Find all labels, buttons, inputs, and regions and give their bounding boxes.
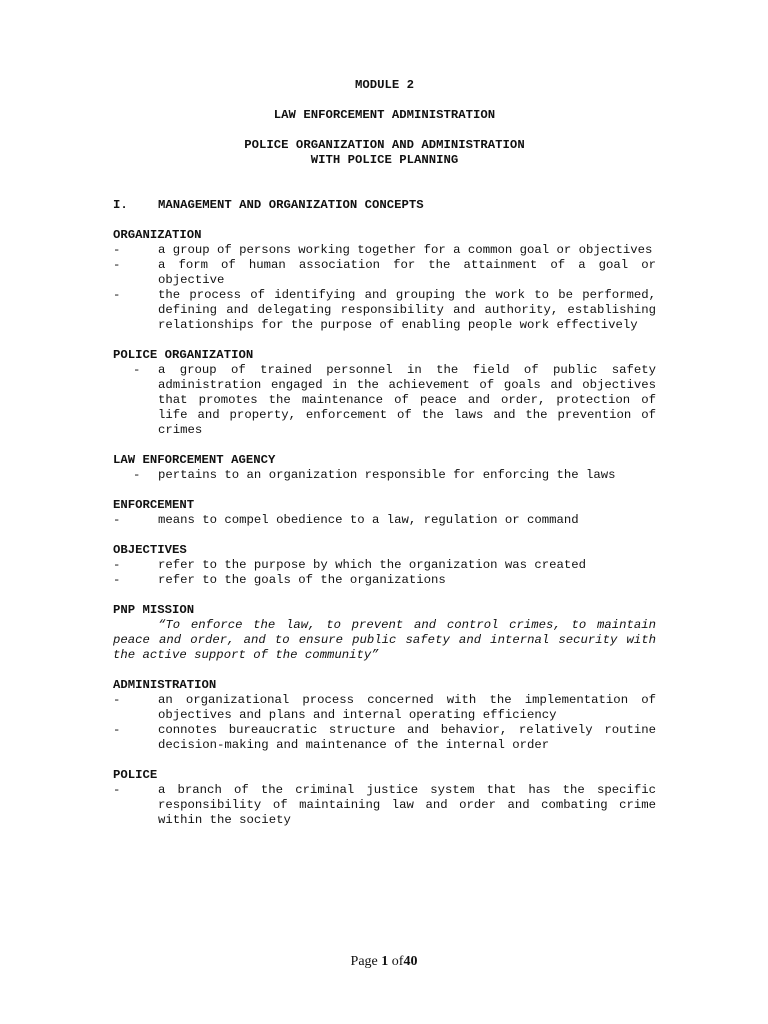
term-block-police-organization — [113, 348, 656, 438]
list-item-text: a group of trained personnel in the field of public safety administration engaged in the achievement of goals and objectives that promotes the maintenance of peace and order, protection of life and property, enforcement of the laws and the prevention of crimes — [158, 363, 656, 437]
page-footer — [0, 954, 768, 970]
list-item: - connotes bureaucratic structure and behavior, relatively routine decision-making and maintenance of the internal order — [113, 723, 656, 752]
term-block-organization — [113, 228, 656, 333]
list-item: - pertains to an organization responsible for enforcing the laws — [113, 468, 656, 483]
section-title: MANAGEMENT AND ORGANIZATION CONCEPTS — [158, 198, 424, 212]
list-item: - an organizational process concerned with the implementation of objectives and plans and internal operating efficiency — [113, 693, 656, 722]
list-item: - a branch of the criminal justice system that has the specific responsibility of maintaining law and order and combating crime within the society — [113, 783, 656, 827]
document-page — [113, 78, 656, 828]
document-title-line-2: WITH POLICE PLANNING — [310, 153, 459, 167]
document-title-line-1: POLICE ORGANIZATION AND ADMINISTRATION — [244, 138, 525, 152]
term-heading: OBJECTIVES — [113, 543, 187, 557]
term-block-administration — [113, 678, 656, 753]
term-heading: LAW ENFORCEMENT AGENCY — [113, 453, 276, 467]
total-pages: 40 — [403, 954, 418, 969]
list-item-text: refer to the goals of the organizations — [158, 573, 446, 587]
section-number: I. — [113, 198, 128, 212]
list-item-text: refer to the purpose by which the organization was created — [158, 558, 587, 572]
list-item-text: means to compel obedience to a law, regulation or command — [158, 513, 579, 527]
list-item-text: connotes bureaucratic structure and behavior, relatively routine decision-making and maintenance of the internal order — [158, 723, 656, 752]
list-item: - a group of persons working together for a common goal or objectives — [113, 243, 656, 258]
list-item-text: a form of human association for the attainment of a goal or objective — [158, 258, 656, 287]
term-block-objectives — [113, 543, 656, 588]
term-heading: POLICE ORGANIZATION — [113, 348, 254, 362]
list-item: - a group of trained personnel in the field of public safety administration engaged in the achievement of goals and objectives that promotes the maintenance of peace and order, protection of life and property, enforcement of the laws and the prevention of crimes — [133, 363, 656, 437]
page-label: Page — [350, 954, 378, 969]
list-item-text: a group of persons working together for a common goal or objectives — [158, 243, 653, 257]
list-item: - a form of human association for the attainment of a goal or objective — [113, 258, 656, 287]
list-item-text: pertains to an organization responsible for enforcing the laws — [158, 468, 616, 482]
term-block-enforcement — [113, 498, 656, 528]
section-heading — [113, 198, 656, 213]
term-block-police — [113, 768, 656, 828]
term-heading: ADMINISTRATION — [113, 678, 217, 692]
list-item-text: an organizational process concerned with the implementation of objectives and plans and internal operating efficiency — [158, 693, 656, 722]
list-item-text: a branch of the criminal justice system that has the specific responsibility of maintaining law and order and combating crime within the society — [158, 783, 656, 827]
list-item-text: the process of identifying and grouping the work to be performed, defining and delegating responsibility and authority, establishing relationships for the purpose of enabling people work effectively — [158, 288, 656, 332]
term-heading: ORGANIZATION — [113, 228, 202, 242]
mission-quote: “To enforce the law, to prevent and control crimes, to maintain peace and order, and to ensure public safety and internal security with the active support of the community” — [113, 618, 656, 662]
list-item: - refer to the goals of the organizations — [113, 573, 656, 588]
list-item: - means to compel obedience to a law, regulation or command — [113, 513, 656, 528]
subject-heading: LAW ENFORCEMENT ADMINISTRATION — [273, 108, 496, 122]
of-label: of — [391, 954, 404, 969]
term-block-pnp-mission — [113, 603, 656, 663]
module-heading: MODULE 2 — [354, 78, 415, 92]
term-block-law-enforcement-agency — [113, 453, 656, 483]
page-number: 1 — [381, 954, 389, 969]
list-item: - the process of identifying and grouping the work to be performed, defining and delegating responsibility and authority, establishing relationships for the purpose of enabling people work effectively — [113, 288, 656, 332]
term-heading: PNP MISSION — [113, 603, 195, 617]
term-heading: ENFORCEMENT — [113, 498, 195, 512]
term-heading: POLICE — [113, 768, 158, 782]
list-item: - refer to the purpose by which the organization was created — [113, 558, 656, 573]
